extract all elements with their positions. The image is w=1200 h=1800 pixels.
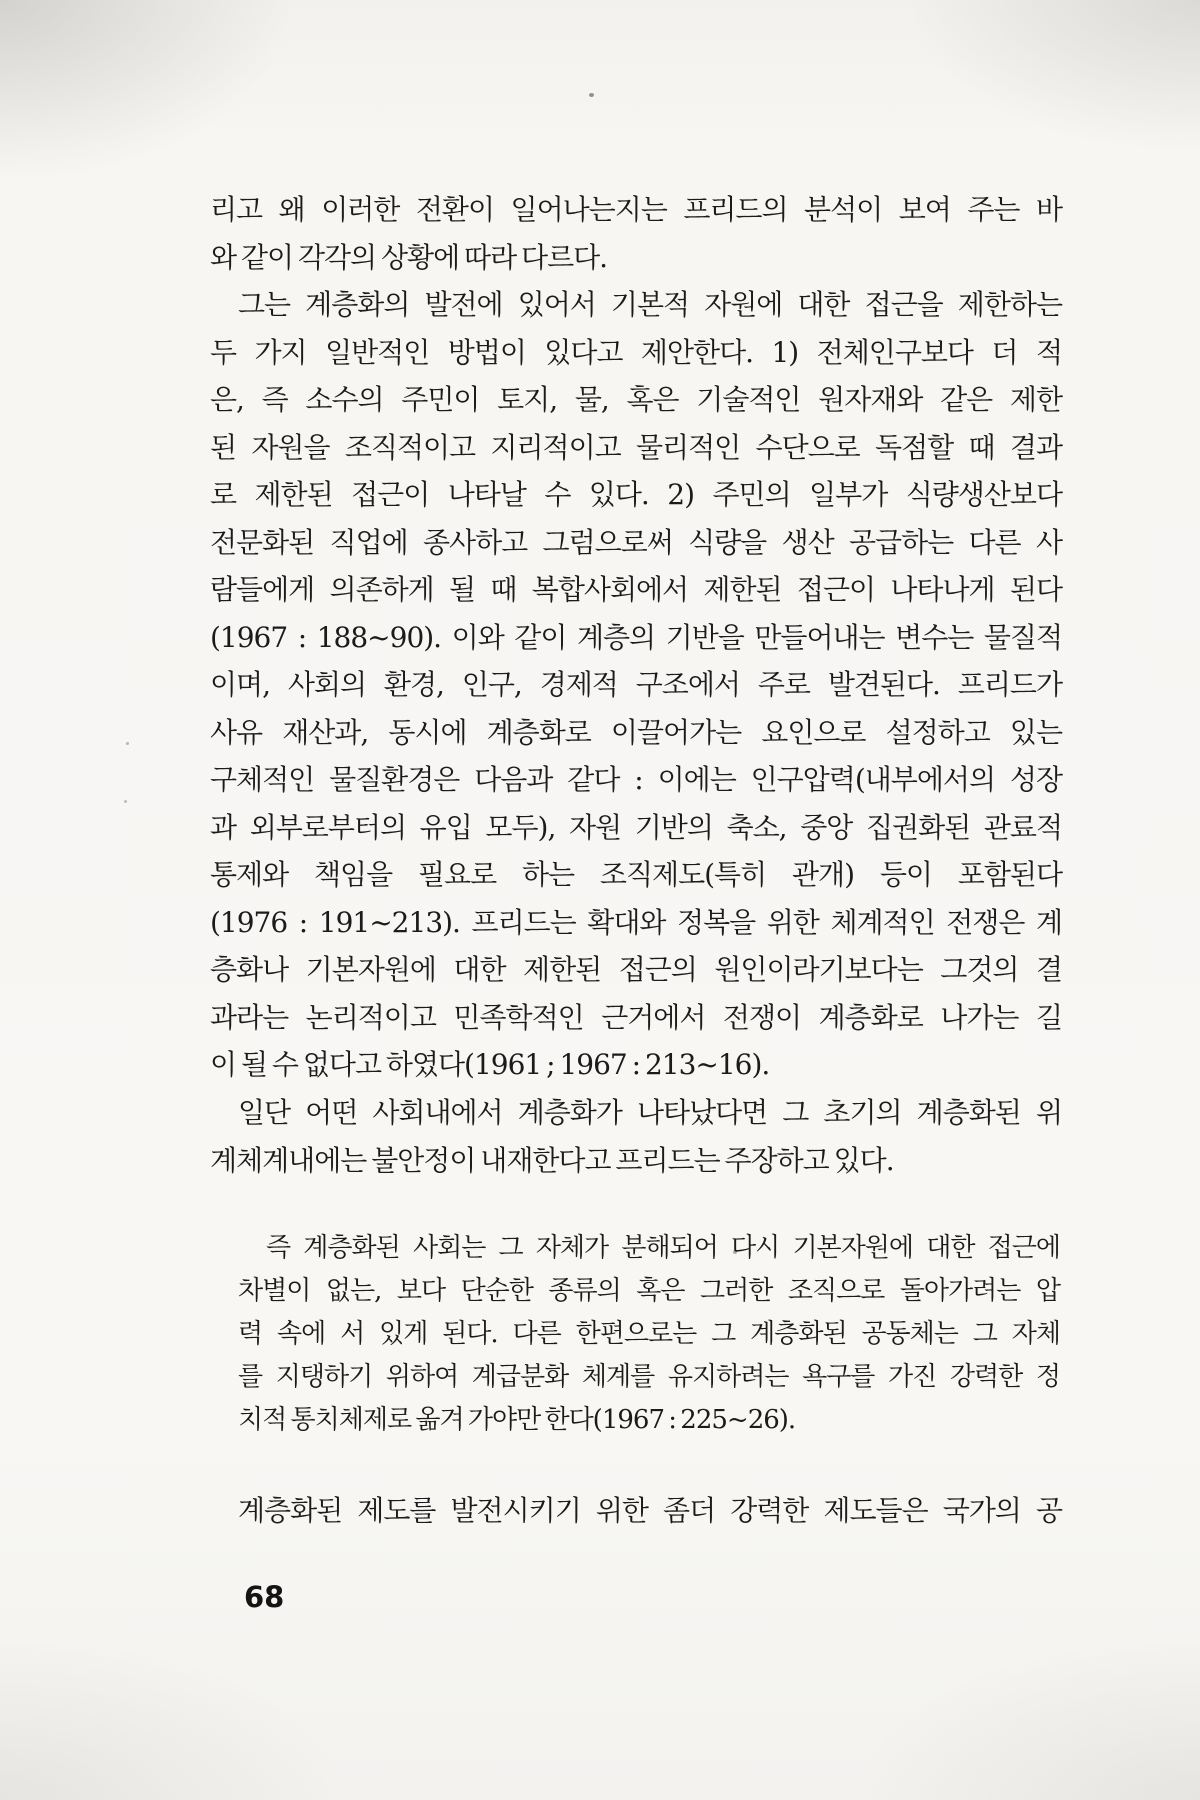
text-line: 계체계내에는 불안정이 내재한다고 프리드는 주장하고 있다. <box>210 1143 894 1177</box>
text-line: 구체적인 물질환경은 다음과 같다 : 이에는 인구압력(내부에서의 성장 <box>210 763 1062 796</box>
text-line: 그는 계층화의 발전에 있어서 기본적 자원에 대한 접근을 제한하는 <box>238 288 1062 321</box>
paragraph-continuation <box>210 186 1062 281</box>
text-line: 두 가지 일반적인 방법이 있다고 제안한다. 1) 전체인구보다 더 적 <box>210 335 1062 369</box>
text-line: 사유 재산과, 동시에 계층화로 이끌어가는 요인으로 설정하고 있는 <box>210 715 1062 749</box>
text-line: 람들에게 의존하게 될 때 복합사회에서 제한된 접근이 나타나게 된다 <box>210 573 1062 606</box>
text-line: 층화나 기본자원에 대한 제한된 접근의 원인이라기보다는 그것의 결 <box>210 953 1062 986</box>
page-number: 68 <box>244 1580 285 1614</box>
text-line: 이며, 사회의 환경, 인구, 경제적 구조에서 주로 발견된다. 프리드가 <box>210 668 1062 701</box>
text-line: 전문화된 직업에 종사하고 그럼으로써 식량을 생산 공급하는 다른 사 <box>210 525 1062 559</box>
text-line: 계층화된 제도를 발전시키기 위한 좀더 강력한 제도들은 국가의 공 <box>238 1494 1062 1527</box>
text-line: 로 제한된 접근이 나타날 수 있다. 2) 주민의 일부가 식량생산보다 <box>210 478 1062 511</box>
text-line: 치적 통치체제로 옮겨 가야만 한다(1967 : 225~26). <box>238 1405 796 1435</box>
text-line: 를 지탱하기 위하여 계급분화 체계를 유지하려는 욕구를 가진 강력한 정 <box>238 1362 1060 1392</box>
text-line: 일단 어떤 사회내에서 계층화가 나타났다면 그 초기의 계층화된 위 <box>238 1096 1062 1129</box>
text-line: 차별이 없는, 보다 단순한 종류의 혹은 그러한 조직으로 돌아가려는 압 <box>238 1276 1060 1306</box>
text-line: 통제와 책임을 필요로 하는 조직제도(특히 관개) 등이 포함된다 <box>210 858 1062 891</box>
blockquote-fried <box>238 1227 1060 1442</box>
paragraph-stratification-methods <box>210 281 1062 1089</box>
paragraph-state-institutions <box>210 1487 1062 1535</box>
scan-speck <box>124 800 127 803</box>
text-line: (1976 : 191~213). 프리드는 확대와 정복을 위한 체계적인 전쟁은 계 <box>210 905 1062 939</box>
text-line: 은, 즉 소수의 주민이 토지, 물, 혹은 기술적인 원자재와 같은 제한 <box>210 383 1062 416</box>
text-line: 이 될 수 없다고 하였다(1961 ; 1967 : 213~16). <box>210 1048 770 1081</box>
text-line: 과 외부로부터의 유입 모두), 자원 기반의 축소, 중앙 집권화된 관료적 <box>210 810 1062 844</box>
text-line: 과라는 논리적이고 민족학적인 근거에서 전쟁이 계층화로 나가는 길 <box>210 1000 1062 1034</box>
text-line: 즉 계층화된 사회는 그 자체가 분해되어 다시 기본자원에 대한 접근에 <box>266 1233 1060 1263</box>
text-line: 력 속에 서 있게 된다. 다른 한편으로는 그 계층화된 공동체는 그 자체 <box>238 1319 1060 1349</box>
text-line: 리고 왜 이러한 전환이 일어나는지는 프리드의 분석이 보여 주는 바 <box>210 193 1062 226</box>
scan-speck <box>126 742 129 745</box>
scan-speck <box>589 93 594 97</box>
text-line: (1967 : 188~90). 이와 같이 계층의 기반을 만들어내는 변수는 물질적 <box>210 620 1062 654</box>
text-line: 와 같이 각각의 상황에 따라 다르다. <box>210 240 608 274</box>
text-line: 된 자원을 조직적이고 지리적이고 물리적인 수단으로 독점할 때 결과 <box>210 430 1062 464</box>
paragraph-instability <box>210 1089 1062 1184</box>
